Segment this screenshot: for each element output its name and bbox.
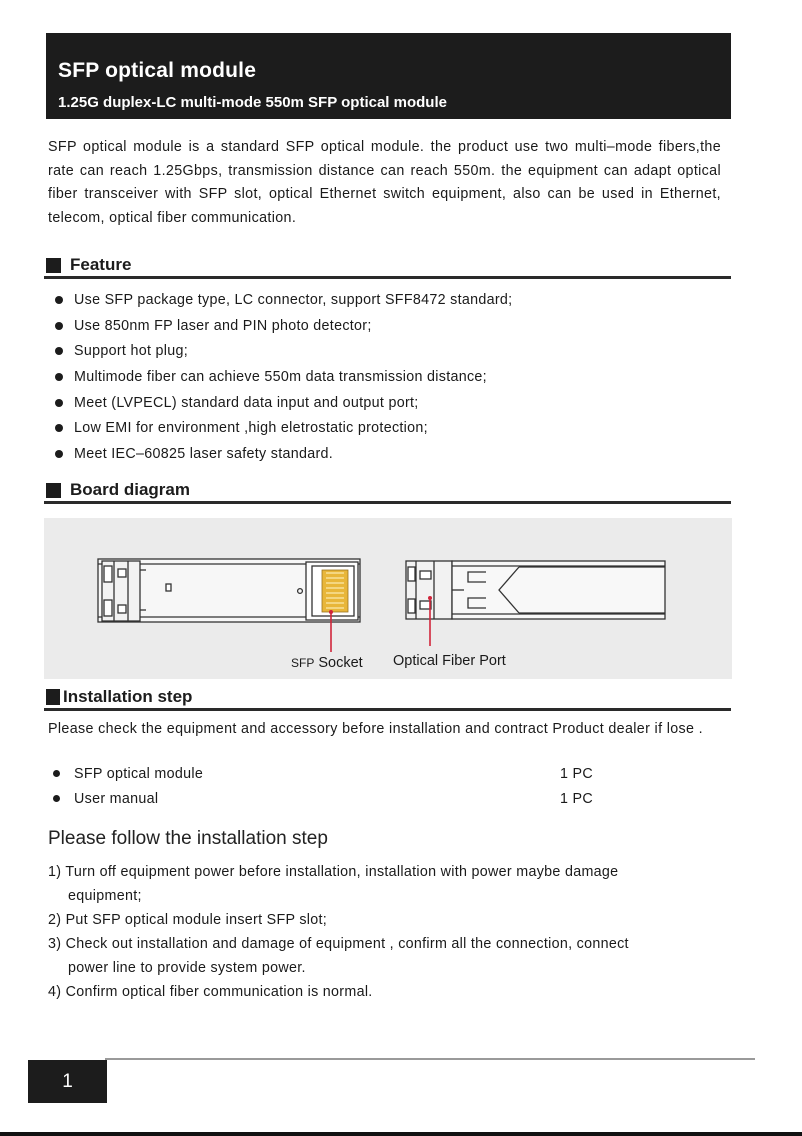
installation-heading-label: Installation step xyxy=(63,687,193,706)
sfp-module-side-view xyxy=(98,559,360,622)
socket-label-prefix: SFP xyxy=(291,656,315,670)
installation-intro: Please check the equipment and accessory before installation and contract Product dealer if lose . xyxy=(48,721,703,737)
step-item: 3) Check out installation and damage of equipment , confirm all the connection, connect xyxy=(48,936,629,952)
list-item: Use SFP package type, LC connector, support SFF8472 standard; xyxy=(46,290,726,316)
feature-heading-label: Feature xyxy=(70,255,132,274)
document-subtitle: 1.25G duplex-LC multi-mode 550m SFP optical module xyxy=(58,94,447,111)
step-item-continued: equipment; xyxy=(68,888,142,904)
steps-heading: Please follow the installation step xyxy=(48,828,328,849)
list-item: Use 850nm FP laser and PIN photo detector; xyxy=(46,316,726,342)
installation-divider xyxy=(44,708,731,711)
step-item: 2) Put SFP optical module insert SFP slot; xyxy=(48,912,328,928)
list-item xyxy=(48,764,728,789)
step-item: 4) Confirm optical fiber communication is normal. xyxy=(48,984,373,1000)
package-item-name: SFP optical module xyxy=(74,766,204,782)
sfp-module-port-view xyxy=(406,561,665,619)
board-divider xyxy=(44,501,731,504)
socket-label-text: Socket xyxy=(318,655,363,671)
socket-label xyxy=(291,655,363,671)
board-diagram xyxy=(44,518,732,679)
list-item: Multimode fiber can achieve 550m data transmission distance; xyxy=(46,367,726,393)
footer-rule xyxy=(105,1058,755,1060)
step-item-continued: power line to provide system power. xyxy=(68,960,306,976)
list-item: Support hot plug; xyxy=(46,341,726,367)
square-bullet-icon xyxy=(46,483,61,498)
feature-divider xyxy=(44,276,731,279)
feature-list xyxy=(46,290,726,470)
step-item: 1) Turn off equipment power before installation, installation with power maybe damage xyxy=(48,864,619,880)
header-banner xyxy=(46,33,731,119)
list-item: Low EMI for environment ,high eletrostatic protection; xyxy=(46,418,726,444)
socket-pins xyxy=(322,570,348,612)
package-list xyxy=(48,764,728,814)
optical-port-label: Optical Fiber Port xyxy=(393,653,506,669)
list-item: Meet IEC–60825 laser safety standard. xyxy=(46,444,726,470)
package-item-qty: 1 PC xyxy=(560,766,593,782)
intro-paragraph: SFP optical module is a standard SFP optical module. the product use two multi–mode fibers,the rate can reach 1.25Gbps, transmission distance can reach 550m. the equipment can adapt optical fiber transceiver with SFP slot, optical Ethernet switch equipment, also can be used in Ethernet, telecom, optical fiber communication. xyxy=(48,139,721,226)
list-item: Meet (LVPECL) standard data input and output port; xyxy=(46,393,726,419)
page-number: 1 xyxy=(28,1060,107,1103)
steps-list xyxy=(48,860,738,1004)
bottom-edge xyxy=(0,1132,802,1136)
square-bullet-icon xyxy=(46,258,61,273)
package-item-name: User manual xyxy=(74,791,159,807)
package-item-qty: 1 PC xyxy=(560,791,593,807)
square-bullet-icon xyxy=(46,689,60,705)
board-heading-label: Board diagram xyxy=(70,480,190,499)
list-item xyxy=(48,789,728,814)
sfp-module-drawing xyxy=(44,518,732,679)
document-title: SFP optical module xyxy=(58,59,257,82)
